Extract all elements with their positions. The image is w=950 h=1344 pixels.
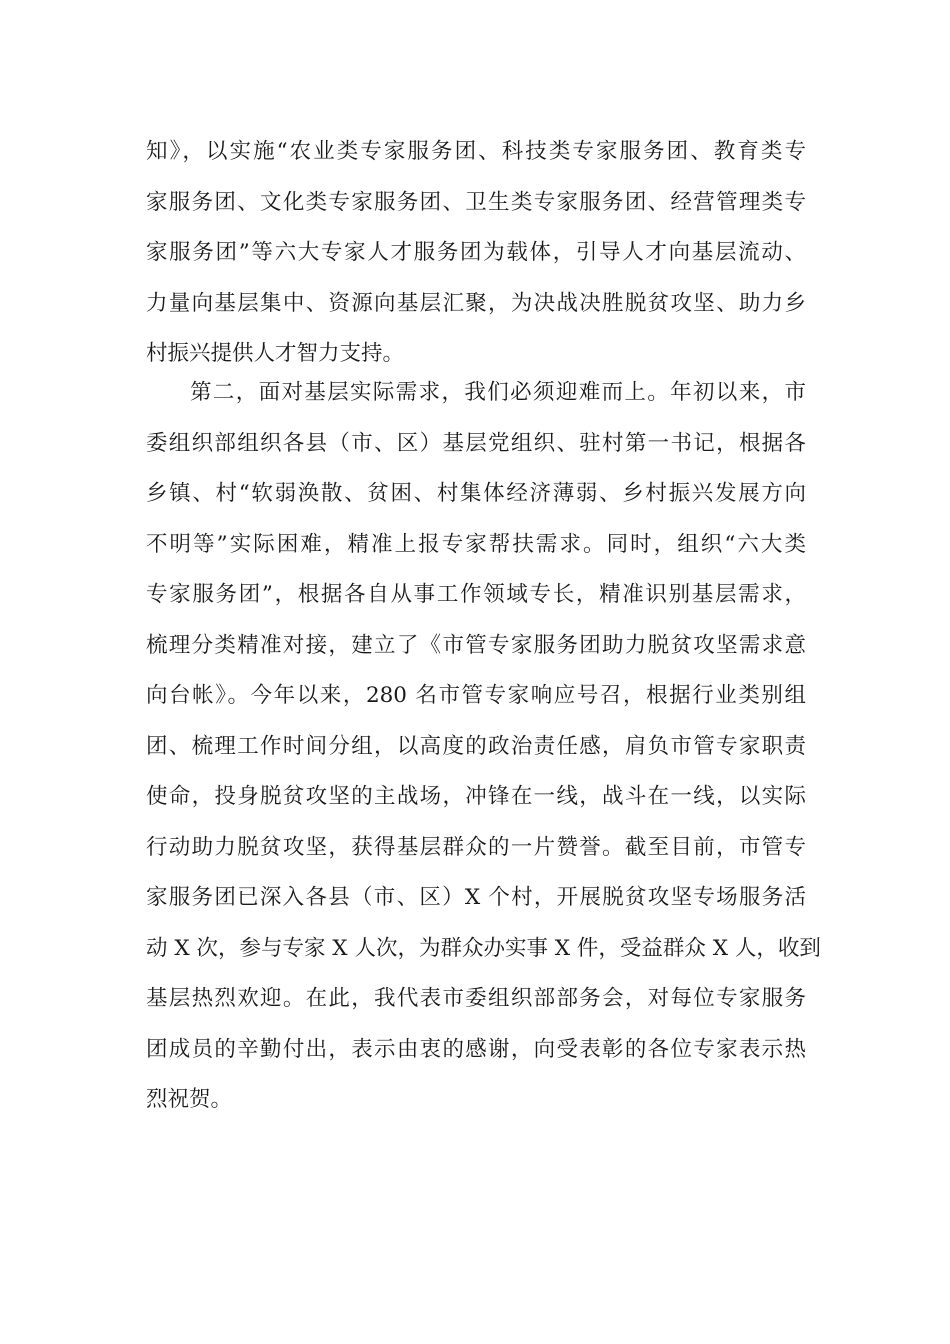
text-line: 知》，以实施“农业类专家服务团、科技类专家服务团、教育类专 [146, 139, 806, 164]
text-line: 家服务团已深入各县（市、区）X 个村，开展脱贫攻坚专场服务活 [146, 885, 806, 910]
text-line: 不明等”实际困难，精准上报专家帮扶需求。同时，组织“六大类 [146, 531, 806, 557]
text-line: 乡镇、村“软弱涣散、贫困、村集体经济薄弱、乡村振兴发展方向 [146, 481, 806, 506]
text-line: 基层热烈欢迎。在此，我代表市委组织部部务会，对每位专家服务 [146, 986, 806, 1011]
text-line: 村振兴提供人才智力支持。 [146, 341, 405, 366]
paragraph-2 [146, 368, 821, 1126]
text-line: 动 X 次，参与专家 X 人次，为群众办实事 X 件，受益群众 X 人，收到 [146, 935, 821, 961]
text-line: 家服务团、文化类专家服务团、卫生类专家服务团、经营管理类专 [146, 189, 806, 215]
text-line: 向台帐》。今年以来，280 名市管专家响应号召，根据行业类别组 [146, 683, 806, 708]
text-line: 使命，投身脱贫攻坚的主战场，冲锋在一线，战斗在一线，以实际 [146, 784, 806, 809]
text-line: 团成员的辛勤付出，表示由衷的感谢，向受表彰的各位专家表示热 [146, 1036, 806, 1062]
text-line: 委组织部组织各县（市、区）基层党组织、驻村第一书记，根据各 [146, 430, 806, 456]
text-line: 团、梳理工作时间分组，以高度的政治责任感，肩负市管专家职责 [146, 733, 806, 759]
text-line: 行动助力脱贫攻坚，获得基层群众的一片赞誉。截至目前，市管专 [146, 834, 806, 860]
text-line: 烈祝贺。 [146, 1087, 233, 1112]
text-line: 梳理分类精准对接，建立了《市管专家服务团助力脱贫攻坚需求意 [146, 632, 806, 658]
text-line: 第二，面对基层实际需求，我们必须迎难而上。年初以来，市 [190, 380, 806, 405]
text-line: 力量向基层集中、资源向基层汇聚，为决战决胜脱贫攻坚、助力乡 [146, 290, 806, 316]
text-line: 家服务团”等六大专家人才服务团为载体，引导人才向基层流动、 [146, 240, 806, 265]
paragraph-1 [146, 127, 806, 380]
text-line: 专家服务团”，根据各自从事工作领域专长，精准识别基层需求， [146, 582, 806, 607]
